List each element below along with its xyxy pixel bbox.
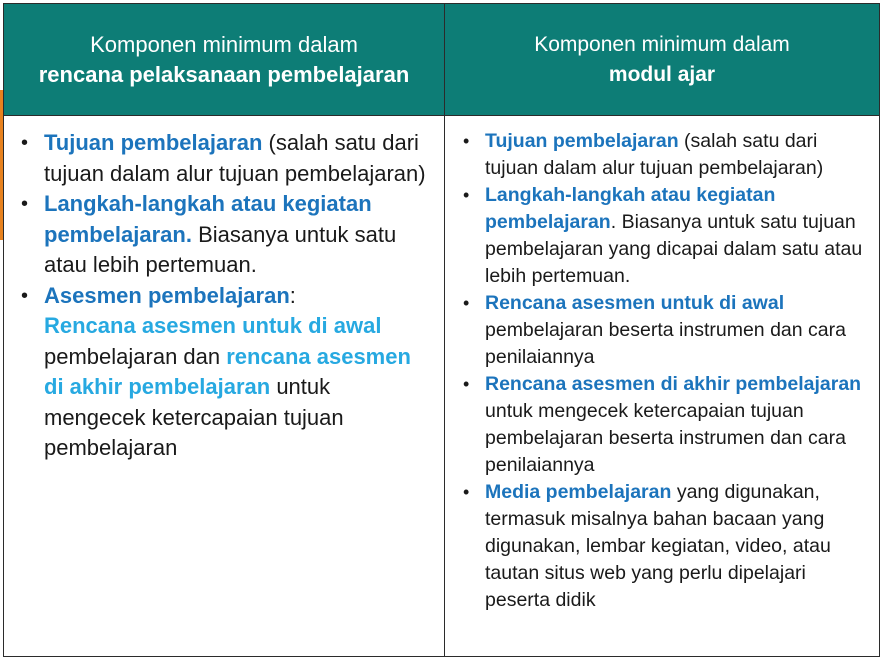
item-text: pembelajaran dan (44, 343, 227, 369)
rpp-item-asesmen (44, 281, 430, 464)
keyword: Rencana asesmen di akhir pembelajaran (485, 373, 862, 395)
item-text: untuk mengecek ketercapaian tujuan pembelajaran (44, 374, 344, 460)
keyword: Langkah-langkah atau kegiatan pembelajaran (485, 184, 776, 233)
modul-item-langkah (485, 182, 867, 290)
keyword-cyan: rencana asesmen di akhir pembelajaran (44, 343, 411, 399)
modul-component-list (445, 116, 879, 614)
header-row (4, 4, 880, 116)
keyword: Media pembelajaran (485, 481, 672, 503)
modul-item-tujuan (485, 128, 867, 182)
rpp-item-langkah (44, 189, 430, 281)
keyword: Tujuan pembelajaran (485, 130, 679, 152)
modul-item-asesmen-awal (485, 290, 867, 371)
header-rpp (4, 4, 445, 116)
comparison-table (3, 3, 880, 657)
modul-item-asesmen-akhir (485, 371, 867, 479)
keyword: Rencana asesmen untuk di awal (485, 292, 785, 314)
header-modul-line2: modul ajar (608, 62, 716, 86)
keyword: Tujuan pembelajaran (44, 130, 263, 155)
item-text: (salah satu dari tujuan dalam alur tujuan pembelajaran) (44, 130, 426, 186)
header-modul-line1: Komponen minimum dalam (534, 32, 790, 56)
header-modul-ajar (445, 4, 880, 116)
item-text: Biasanya untuk satu atau lebih pertemuan. (44, 221, 397, 277)
keyword: Asesmen pembelajaran (44, 282, 290, 308)
modul-ajar-column (445, 116, 880, 657)
item-text: yang digunakan, termasuk misalnya bahan bacaan yang digunakan, lembar kegiatan, video, atau tautan situs web yang perlu dipelajari peserta didik (485, 481, 831, 611)
keyword-cyan: Rencana asesmen untuk di awal (44, 313, 382, 338)
rpp-component-list (4, 116, 444, 464)
item-text: . Biasanya untuk satu tujuan pembelajaran yang dicapai dalam satu atau lebih pertemuan. (485, 211, 863, 287)
item-text: (salah satu dari tujuan dalam alur tujuan pembelajaran) (485, 130, 824, 179)
header-rpp-line2: rencana pelaksanaan pembelajaran (38, 61, 410, 87)
body-row (4, 116, 880, 657)
item-text: untuk mengecek ketercapaian tujuan pembelajaran beserta instrumen dan cara penilaiannya (485, 400, 846, 476)
rpp-item-tujuan (44, 128, 430, 189)
header-rpp-line1: Komponen minimum dalam (90, 31, 358, 57)
modul-item-media (485, 479, 867, 614)
rpp-column (4, 116, 445, 657)
keyword: Langkah-langkah atau kegiatan pembelajaran. (44, 191, 372, 247)
item-text: pembelajaran beserta instrumen dan cara penilaiannya (485, 319, 846, 368)
item-colon: : (289, 282, 296, 308)
